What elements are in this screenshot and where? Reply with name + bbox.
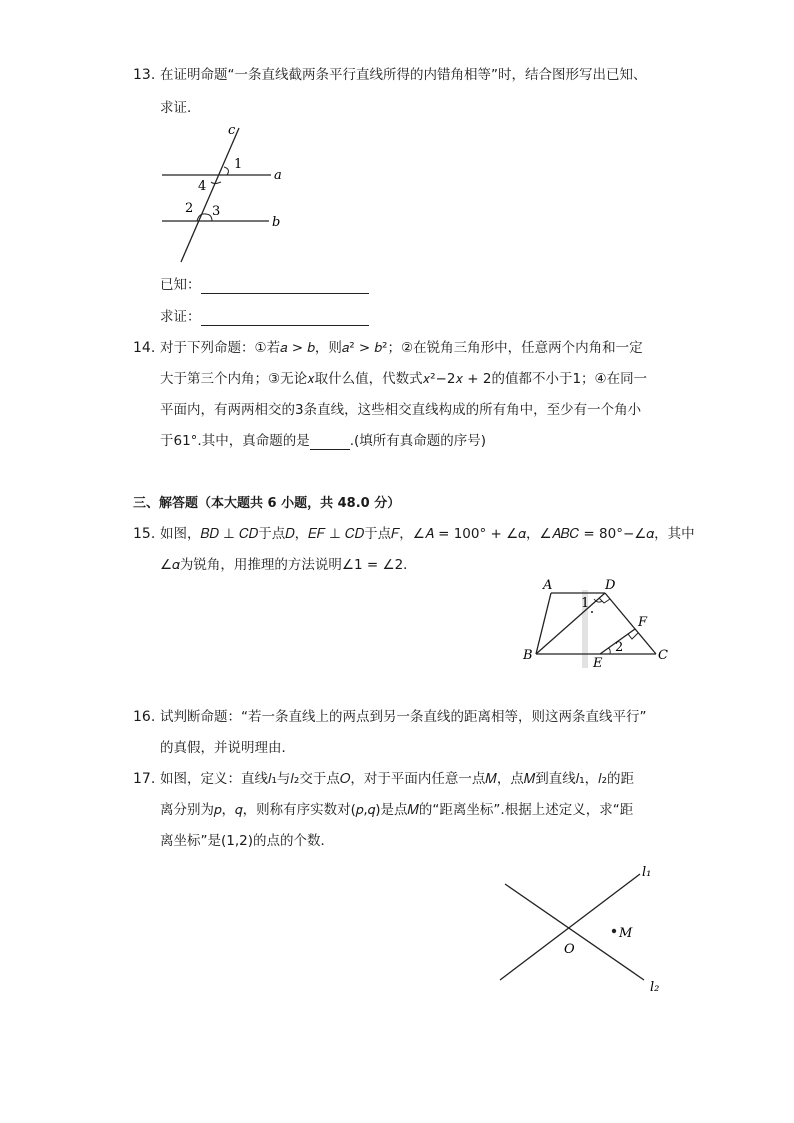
- line-c: [181, 128, 239, 262]
- label-l1: l₁: [642, 865, 652, 880]
- dot-mark: [591, 611, 593, 613]
- label-l2: l₂: [650, 980, 660, 995]
- prove-answer-blank[interactable]: [201, 325, 369, 326]
- label-A: A: [543, 578, 553, 593]
- question-text-line: 如图，𝐵𝐷 ⊥ 𝐶𝐷于点𝐷，𝐸𝐹 ⊥ 𝐶𝐷于点𝐹，∠𝐴 = 100° + ∠𝛼，∠𝐴𝐵𝐶 = 80°−∠𝛼，其中: [160, 526, 695, 542]
- distance-coordinate-figure: [492, 858, 672, 998]
- label-c: c: [228, 123, 236, 138]
- label-B: B: [523, 648, 533, 663]
- question-text-line: 离坐标”是(1,2)的点的个数．: [160, 833, 334, 849]
- known-answer-blank[interactable]: [201, 293, 369, 294]
- angle-arc-2: [197, 214, 206, 221]
- label-F: F: [638, 615, 648, 630]
- trapezoid-figure: [518, 576, 688, 676]
- answer-blank[interactable]: [310, 449, 350, 450]
- question-number: 13.: [133, 67, 156, 83]
- question-text-line: 在证明命题“一条直线截两条平行直线所得的内错角相等”时，结合图形写出已知、: [160, 67, 647, 83]
- angle-arc-3: [205, 214, 212, 221]
- question-number: 15.: [133, 526, 156, 542]
- known-row: [160, 276, 369, 294]
- question-text-line: 对于下列命题：①若𝑎 > 𝑏，则𝑎² > 𝑏²；②在锐角三角形中，任意两个内角和一定: [160, 340, 643, 356]
- label-b: b: [272, 215, 281, 230]
- parallel-lines-figure: [158, 122, 288, 267]
- question-text-line: 如图，定义：直线𝑙₁与𝑙₂交于点𝑂，对于平面内任意一点𝑀，点𝑀到直线𝑙₁，𝑙₂的距: [160, 771, 635, 787]
- question-text-line: 于61°.其中，真命题的是 .(填所有真命题的序号): [160, 433, 487, 449]
- prove-label: 求证：: [160, 309, 201, 325]
- label-C: C: [658, 648, 668, 663]
- question-number: 14.: [133, 340, 156, 356]
- angle-label-2: 2: [185, 201, 194, 216]
- question-text-line: 平面内，有两两相交的3条直线，这些相交直线构成的所有角中，至少有一个角小: [160, 402, 642, 418]
- angle-label-1: 1: [234, 157, 243, 172]
- angle-arc-1: [224, 167, 228, 175]
- prove-row: [160, 308, 369, 326]
- label-a: a: [274, 168, 282, 183]
- angle-label-4: 4: [198, 179, 207, 194]
- label-D: D: [605, 578, 616, 593]
- question-text-line: 求证．: [160, 100, 201, 116]
- question-text-line: ∠𝛼为锐角，用推理的方法说明∠1 = ∠2．: [160, 557, 417, 573]
- question-text-line: 试判断命题：“若一条直线上的两点到另一条直线的距离相等，则这两条直线平行”: [160, 709, 647, 725]
- question-text-line: 离分别为𝑝，𝑞，则称有序实数对(𝑝,𝑞)是点𝑀的“距离坐标”.根据上述定义，求“距: [160, 802, 634, 818]
- segment-AB: [536, 593, 551, 654]
- point-M: [612, 929, 616, 933]
- segment-BD: [536, 593, 605, 654]
- label-O: O: [564, 942, 575, 957]
- label-M: M: [619, 926, 633, 941]
- angle-label-3: 3: [212, 204, 221, 219]
- angle-arc-2: [608, 648, 610, 654]
- question-text-line: 的真假，并说明理由．: [160, 740, 295, 756]
- question-number: 17.: [133, 771, 156, 787]
- angle-label-1: 1: [581, 596, 590, 611]
- section-heading: 三、解答题（本大题共 6 小题，共 48.0 分）: [133, 496, 401, 511]
- angle-label-2: 2: [615, 640, 624, 655]
- right-angle-mark-F: [628, 633, 638, 639]
- known-label: 已知：: [160, 277, 201, 293]
- question-number: 16.: [133, 709, 156, 725]
- label-E: E: [593, 656, 603, 671]
- question-text-line: 大于第三个内角；③无论𝑥取什么值，代数式𝑥²−2𝑥 + 2的值都不小于1；④在同一: [160, 371, 648, 387]
